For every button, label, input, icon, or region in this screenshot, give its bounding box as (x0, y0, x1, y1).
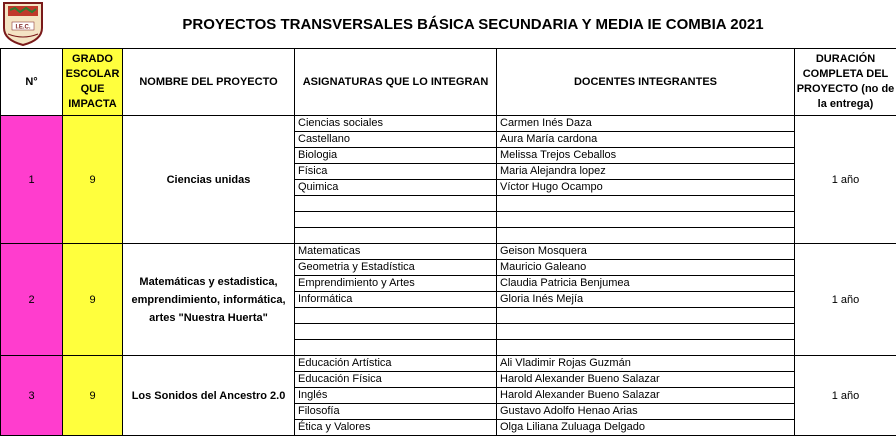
teacher-cell: Carmen Inés Daza (497, 116, 795, 132)
teacher-cell: Mauricio Galeano (497, 260, 795, 276)
project-number: 2 (1, 244, 63, 356)
subject-cell: Física (295, 164, 497, 180)
subject-cell: Emprendimiento y Artes (295, 276, 497, 292)
teacher-cell (497, 228, 795, 244)
teacher-cell: Olga Liliana Zuluaga Delgado (497, 420, 795, 436)
subject-cell: Geometria y Estadística (295, 260, 497, 276)
logo-text: I.E.C. (15, 24, 31, 31)
subject-cell: Educación Física (295, 372, 497, 388)
teacher-cell: Geison Mosquera (497, 244, 795, 260)
project-grade: 9 (63, 244, 123, 356)
header-num: N° (1, 49, 63, 116)
teacher-cell: Harold Alexander Bueno Salazar (497, 372, 795, 388)
subject-cell (295, 308, 497, 324)
subject-cell (295, 196, 497, 212)
teacher-cell: Ali Vladimir Rojas Guzmán (497, 356, 795, 372)
subject-cell: Quimica (295, 180, 497, 196)
subject-cell: Filosofía (295, 404, 497, 420)
projects-table (0, 48, 896, 436)
header-grade: GRADO ESCOLAR QUE IMPACTA (63, 49, 123, 116)
teacher-cell (497, 308, 795, 324)
subject-cell: Informática (295, 292, 497, 308)
subject-cell (295, 324, 497, 340)
subject-cell: Ética y Valores (295, 420, 497, 436)
teacher-cell: Gloria Inés Mejía (497, 292, 795, 308)
project-duration: 1 año (795, 356, 896, 436)
subject-cell: Inglés (295, 388, 497, 404)
table-row (1, 356, 896, 372)
subject-cell (295, 212, 497, 228)
project-number: 3 (1, 356, 63, 436)
teacher-cell: Gustavo Adolfo Henao Arias (497, 404, 795, 420)
header-duration: DURACIÓN COMPLETA DEL PROYECTO (no de la entrega) (795, 49, 896, 116)
project-name: Los Sonidos del Ancestro 2.0 (123, 356, 295, 436)
subject-cell: Educación Artística (295, 356, 497, 372)
header-project-name: NOMBRE DEL PROYECTO (123, 49, 295, 116)
subject-cell: Biologia (295, 148, 497, 164)
project-number: 1 (1, 116, 63, 244)
project-grade: 9 (63, 116, 123, 244)
project-name: Matemáticas y estadistica, emprendimiento, informática, artes "Nuestra Huerta" (123, 244, 295, 356)
project-grade: 9 (63, 356, 123, 436)
teacher-cell (497, 340, 795, 356)
header-subjects: ASIGNATURAS QUE LO INTEGRAN (295, 49, 497, 116)
table-row (1, 116, 896, 132)
subject-cell: Castellano (295, 132, 497, 148)
page-title: PROYECTOS TRANSVERSALES BÁSICA SECUNDARIA Y MEDIA IE COMBIA 2021 (182, 15, 764, 33)
teacher-cell: Harold Alexander Bueno Salazar (497, 388, 795, 404)
subject-cell (295, 340, 497, 356)
subject-cell (295, 228, 497, 244)
teacher-cell (497, 212, 795, 228)
teacher-cell: Maria Alejandra lopez (497, 164, 795, 180)
teacher-cell: Aura María cardona (497, 132, 795, 148)
teacher-cell (497, 324, 795, 340)
header-teachers: DOCENTES INTEGRANTES (497, 49, 795, 116)
teacher-cell: Víctor Hugo Ocampo (497, 180, 795, 196)
teacher-cell: Claudia Patricia Benjumea (497, 276, 795, 292)
subject-cell: Ciencias sociales (295, 116, 497, 132)
project-duration: 1 año (795, 116, 896, 244)
header-row (1, 49, 896, 116)
teacher-cell (497, 196, 795, 212)
table-row (1, 244, 896, 260)
project-name: Ciencias unidas (123, 116, 295, 244)
teacher-cell: Melissa Trejos Ceballos (497, 148, 795, 164)
school-logo (0, 0, 46, 46)
project-duration: 1 año (795, 244, 896, 356)
subject-cell: Matematicas (295, 244, 497, 260)
